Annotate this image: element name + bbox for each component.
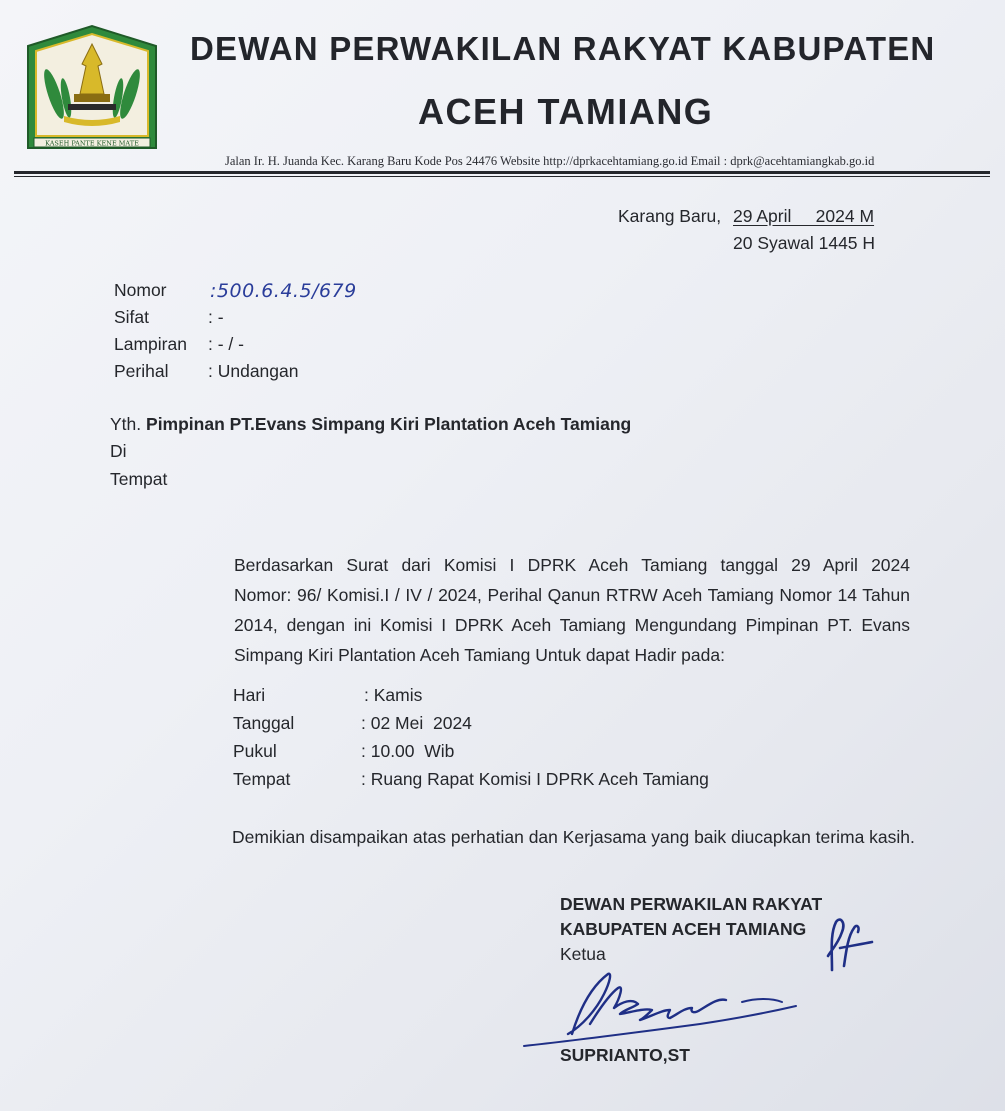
header-divider [14, 171, 990, 174]
header-divider-thin [14, 176, 990, 177]
body-line: Berdasarkan Surat dari Komisi I DPRK Aceh Tamiang tanggal 29 April 2024 [234, 555, 910, 575]
logo-motto: KASEH PANTE KENE MATE [45, 139, 139, 148]
schedule-value-hari: : Kamis [364, 685, 423, 705]
date-place: Karang Baru, [618, 206, 722, 226]
date-hijri: 20 Syawal 1445 H [733, 233, 876, 253]
schedule-label-hari: Hari [233, 685, 266, 705]
schedule-label-pukul: Pukul [233, 741, 277, 761]
body-line: 2014, dengan ini Komisi I DPRK Aceh Tamiang Mengundang Pimpinan PT. Evans [234, 615, 910, 635]
recipient-line [110, 414, 631, 435]
closing-text: Demikian disampaikan atas perhatian dan Kerjasama yang baik diucapkan terima kasih. [232, 827, 915, 847]
meta-value-sifat: : - [208, 307, 224, 327]
schedule-value-tempat: : Ruang Rapat Komisi I DPRK Aceh Tamiang [361, 769, 709, 789]
signature-position: Ketua [560, 944, 606, 964]
signature-org-line1: DEWAN PERWAKILAN RAKYAT [560, 894, 823, 914]
meta-value-lampiran: : - / - [208, 334, 244, 354]
meta-label-lampiran: Lampiran [114, 334, 187, 354]
date-gregorian: 29 April 2024 M [733, 206, 875, 226]
recipient-di: Di [110, 441, 127, 461]
schedule-value-tanggal: : 02 Mei 2024 [361, 713, 472, 733]
signature-name: SUPRIANTO,ST [560, 1045, 690, 1065]
meta-label-nomor: Nomor [114, 280, 167, 300]
initials-paraf [818, 912, 876, 974]
meta-label-perihal: Perihal [114, 361, 169, 381]
recipient-prefix: Yth. [110, 414, 142, 434]
letterhead-title-line1: DEWAN PERWAKILAN RAKYAT KABUPATEN [190, 30, 936, 67]
schedule-label-tempat: Tempat [233, 769, 291, 789]
signature-image [520, 968, 810, 1052]
meta-value-nomor: :500.6.4.5/679 [210, 280, 357, 302]
body-line: Nomor: 96/ Komisi.I / IV / 2024, Perihal Qanun RTRW Aceh Tamiang Nomor 14 Tahun [234, 585, 910, 605]
dprk-logo [24, 24, 160, 152]
meta-value-perihal: : Undangan [208, 361, 299, 381]
body-paragraph [234, 550, 910, 670]
schedule-label-tanggal: Tanggal [233, 713, 295, 733]
recipient-name: Pimpinan PT.Evans Simpang Kiri Plantation Aceh Tamiang [146, 414, 632, 434]
signature-org-line2: KABUPATEN ACEH TAMIANG [560, 919, 807, 939]
body-line: Simpang Kiri Plantation Aceh Tamiang Untuk dapat Hadir pada: [234, 645, 725, 665]
meta-label-sifat: Sifat [114, 307, 150, 327]
letterhead-title-line2: ACEH TAMIANG [418, 91, 714, 132]
recipient-tempat: Tempat [110, 469, 168, 489]
schedule-value-pukul: : 10.00 Wib [361, 741, 455, 761]
letterhead-address: Jalan Ir. H. Juanda Kec. Karang Baru Kode Pos 24476 Website http://dprkacehtamiang.go.id Email : dprk@acehtamiangkab.go.id [225, 154, 875, 168]
